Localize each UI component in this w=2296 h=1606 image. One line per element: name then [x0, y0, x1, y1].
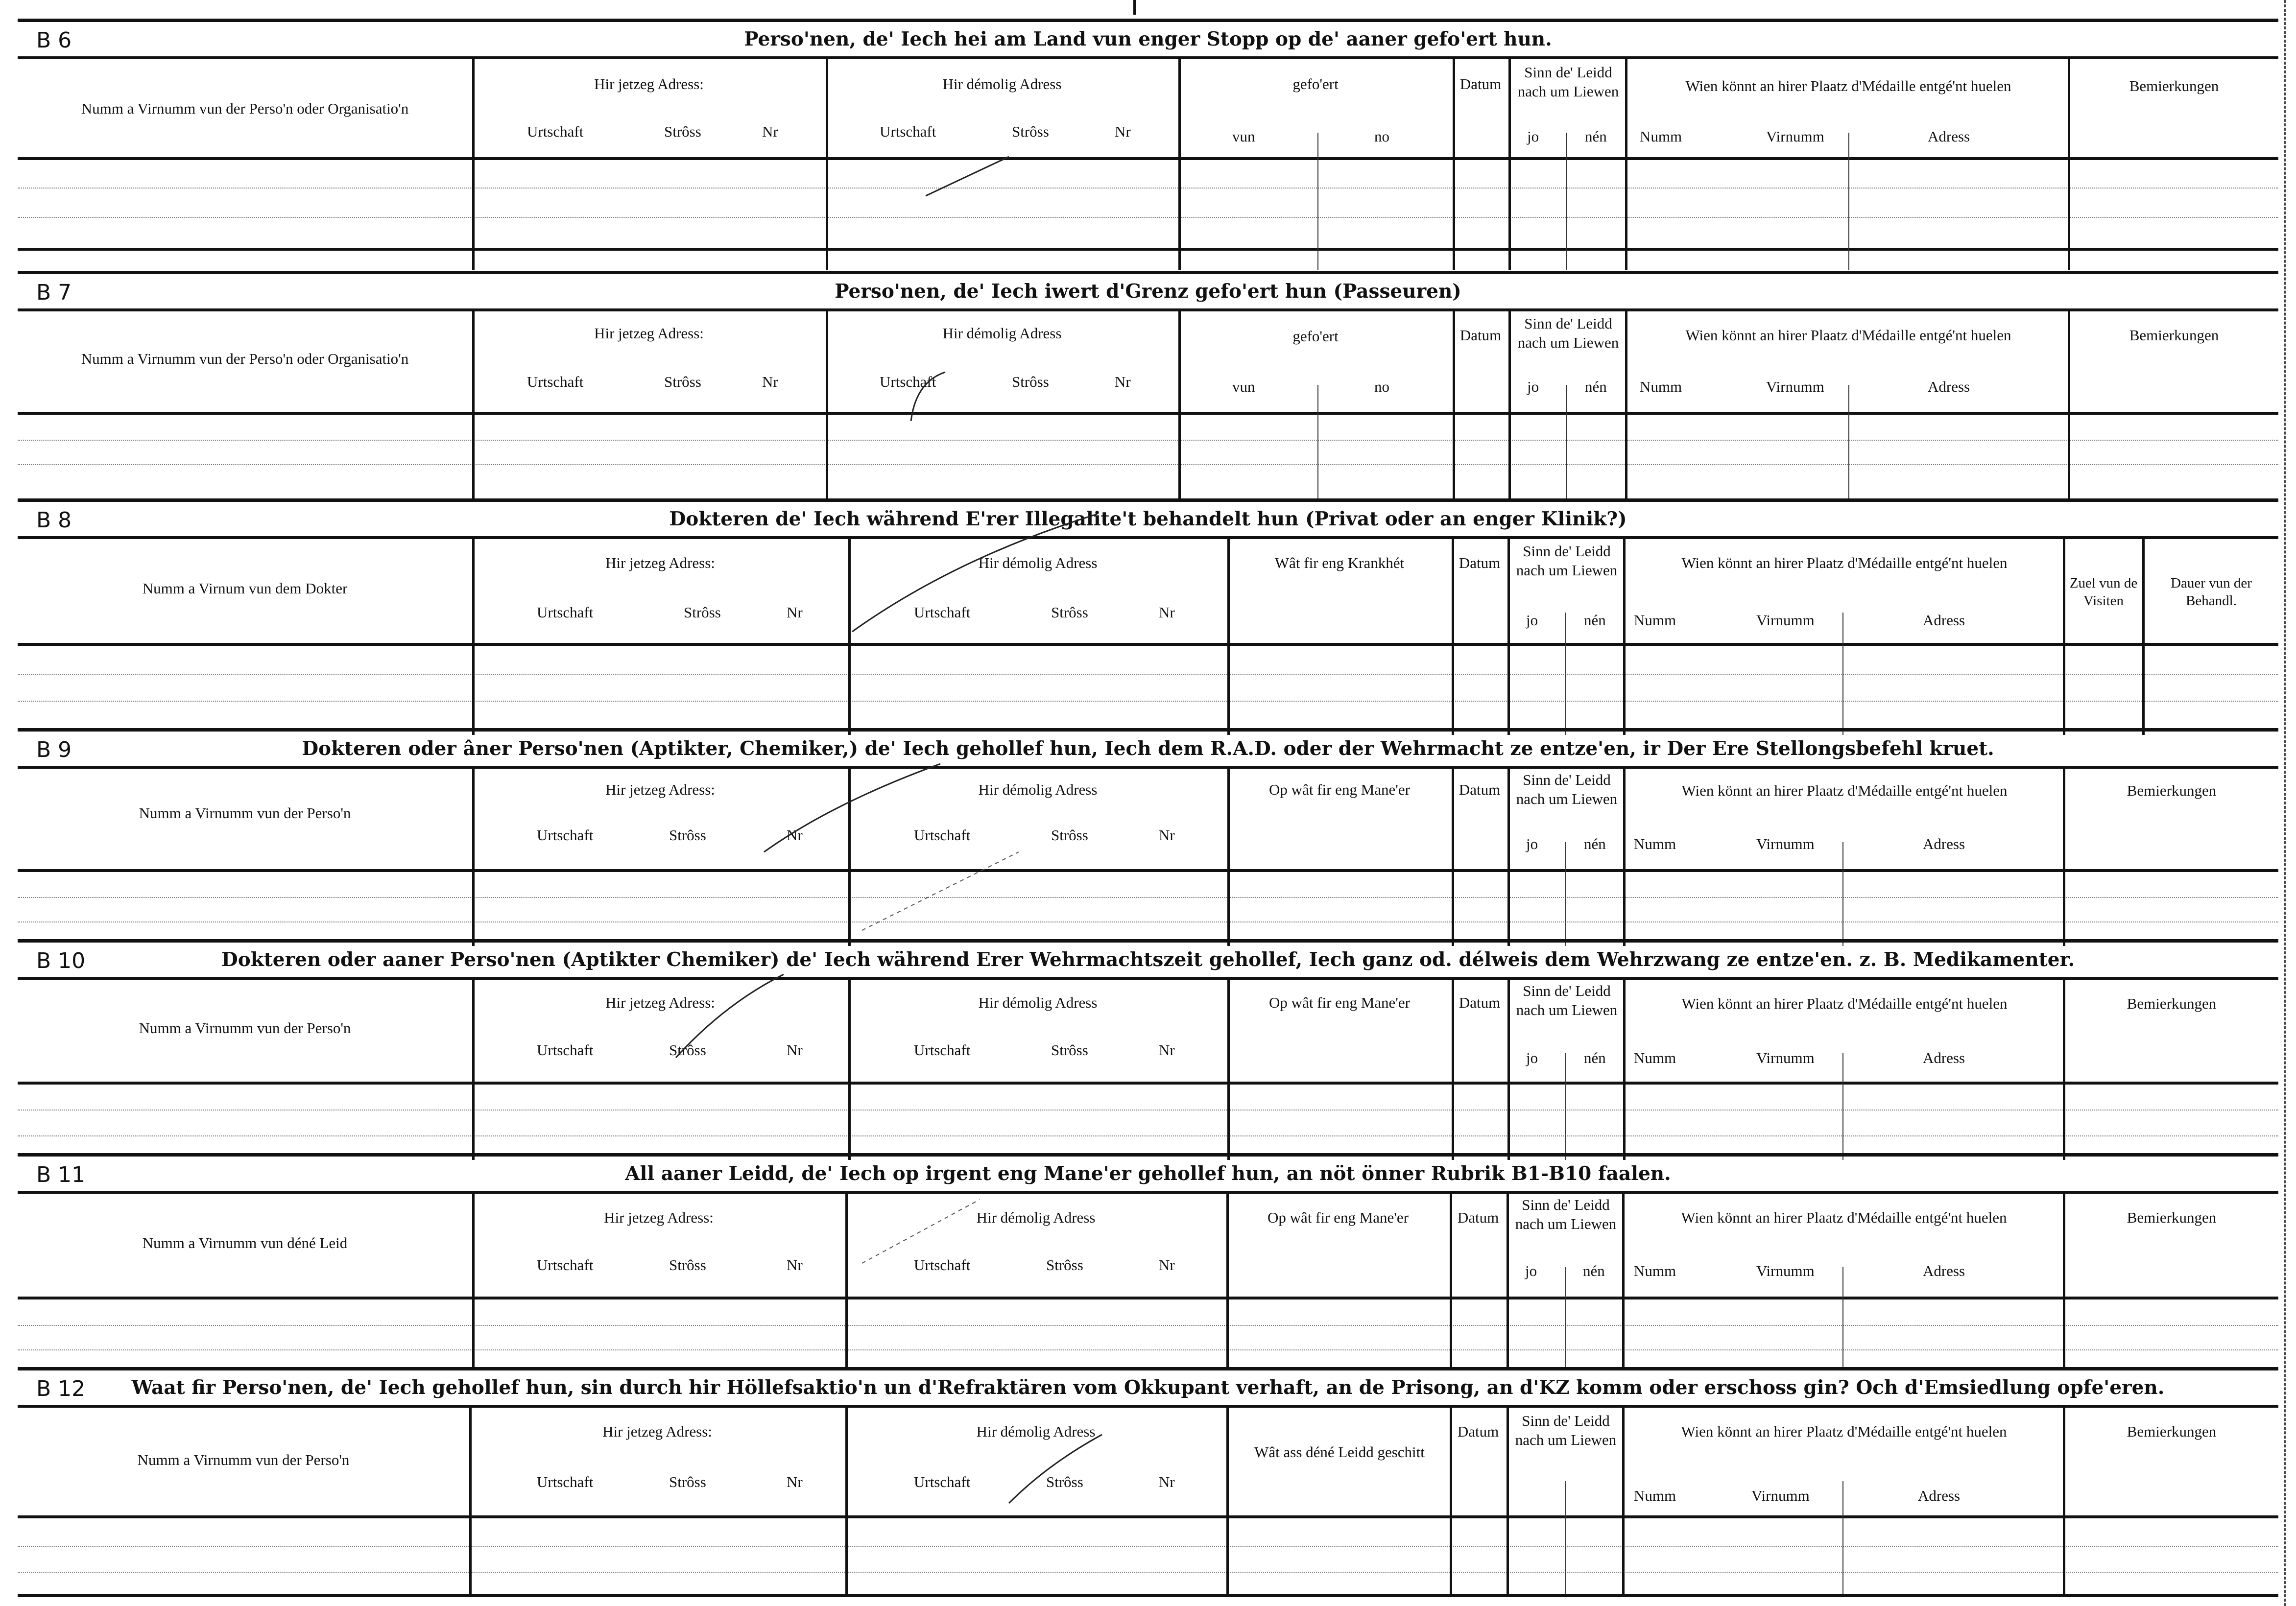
col-date-header: Datum	[1459, 994, 1501, 1011]
col-current-address-header: Hir jetzeg Adress:	[602, 1423, 712, 1440]
medal-name-label: Numm	[1640, 378, 1682, 395]
addr-street: Strôss	[669, 827, 706, 844]
col-alive-header: Sinn de' Leidd nach um Liewen	[1515, 1412, 1617, 1448]
section-header	[18, 943, 2278, 980]
section-b8	[18, 498, 2278, 735]
section-title: Perso'nen, de' Iech hei am Land vun enger Stopp op de' aaner gefo'ert hun.	[744, 28, 1552, 50]
col-former-address-header: Hir démolig Adress	[978, 781, 1098, 798]
medal-name-label: Numm	[1640, 128, 1682, 145]
no-label: nén	[1584, 1049, 1606, 1066]
col-name-header: Numm a Virnumm vun der Perso'n	[139, 1019, 351, 1037]
col-current-address-header: Hir jetzeg Adress:	[605, 994, 715, 1011]
right-margin-perforation	[2284, 0, 2289, 1606]
medal-address-label: Adress	[1923, 612, 1965, 629]
section-title: Waat fir Perso'nen, de' Iech gehollef hun, sin durch hir Höllefsaktio'n un d'Refraktären vom Okkupant verhaft, an de Prisong, an d'KZ komm oder erschoss gin? Och d'Emsiedlung opfe'eren.	[131, 1376, 2165, 1399]
no-label: nén	[1585, 378, 1607, 395]
section-header	[18, 22, 2278, 59]
medal-firstname-label: Virnumm	[1766, 378, 1824, 395]
section-title: Dokteren oder âner Perso'nen (Aptikter, Chemiker,) de' Iech gehollef hun, Iech dem R.A.D. oder der Wehrmacht ze entze'en, ir Der Ere Stellongsbefehl kruet.	[302, 737, 1994, 760]
col-former-address-header: Hir démolig Adress	[976, 1423, 1096, 1440]
addr-street: Strôss	[1012, 123, 1049, 140]
addr-number: Nr	[1159, 1256, 1175, 1274]
medal-address-label: Adress	[1928, 128, 1970, 145]
medal-address-label: Adress	[1923, 835, 1965, 852]
section-table	[18, 311, 2278, 500]
addr-locality: Urtschaft	[914, 827, 971, 844]
col-former-address-header: Hir démolig Adress	[942, 325, 1062, 342]
addr-street: Strôss	[669, 1256, 706, 1274]
col-doctor-name-header: Numm a Virnum vun dem Dokter	[142, 580, 348, 597]
no-label: nén	[1583, 1262, 1605, 1279]
col-alive-header: Sinn de' Leidd nach um Liewen	[1517, 64, 1619, 100]
col-manner-header: Op wât fir eng Mane'er	[1268, 1209, 1409, 1226]
medal-address-label: Adress	[1918, 1487, 1961, 1504]
col-manner-header: Op wât fir eng Mane'er	[1269, 781, 1410, 798]
addr-number: Nr	[1115, 373, 1131, 390]
addr-number: Nr	[762, 123, 778, 140]
col-former-address-header: Hir démolig Adress	[976, 1209, 1096, 1226]
medal-firstname-label: Virnumm	[1751, 1487, 1810, 1504]
section-header	[18, 1157, 2278, 1194]
addr-street: Strôss	[1051, 604, 1088, 621]
addr-locality: Urtschaft	[914, 1473, 971, 1490]
section-header	[18, 732, 2278, 769]
yes-label: jo	[1526, 835, 1538, 852]
section-table	[18, 539, 2278, 735]
section-title: Dokteren de' Iech während E'rer Illegalite't behandelt hun (Privat oder an enger Klinik?)	[669, 508, 1627, 530]
addr-locality: Urtschaft	[880, 373, 936, 390]
yes-label: jo	[1527, 378, 1539, 395]
section-b6	[18, 19, 2278, 270]
col-transported-header: gefo'ert	[1292, 328, 1339, 345]
medal-name-label: Numm	[1634, 1049, 1676, 1066]
medal-firstname-label: Virnumm	[1756, 1262, 1815, 1279]
col-alive-header: Sinn de' Leidd nach um Liewen	[1515, 1196, 1617, 1232]
col-transported-header: gefo'ert	[1292, 75, 1339, 93]
no-label: nén	[1584, 612, 1606, 629]
col-medal-header: Wien könnt an hirer Plaatz d'Médaille entgé'nt huelen	[1681, 1209, 2007, 1226]
col-current-address-header: Hir jetzeg Adress:	[594, 75, 704, 93]
addr-street: Strôss	[664, 373, 701, 390]
col-remarks-header: Bemierkungen	[2129, 77, 2219, 94]
col-date-header: Datum	[1457, 1423, 1499, 1440]
col-date-header: Datum	[1459, 327, 1502, 344]
col-alive-header: Sinn de' Leidd nach um Liewen	[1516, 982, 1618, 1018]
addr-number: Nr	[787, 1473, 803, 1490]
section-code: B 11	[36, 1162, 86, 1187]
addr-number: Nr	[1159, 1041, 1175, 1059]
col-what-happened-header: Wât ass déné Leidd geschitt	[1254, 1443, 1425, 1461]
from-label: vun	[1232, 128, 1255, 145]
col-medal-header: Wien könnt an hirer Plaatz d'Médaille entgé'nt huelen	[1681, 1423, 2007, 1440]
addr-number: Nr	[1159, 1473, 1175, 1490]
addr-number: Nr	[1159, 604, 1175, 621]
col-visits-header: Zuel vun de Visiten	[2069, 575, 2138, 609]
section-b9	[18, 728, 2278, 946]
medal-firstname-label: Virnumm	[1756, 612, 1815, 629]
addr-number: Nr	[787, 1041, 803, 1059]
col-alive-header: Sinn de' Leidd nach um Liewen	[1516, 771, 1618, 807]
medal-name-label: Numm	[1634, 835, 1676, 852]
addr-locality: Urtschaft	[537, 827, 594, 844]
addr-locality: Urtschaft	[537, 1256, 594, 1274]
section-b12	[18, 1367, 2278, 1597]
section-table	[18, 1194, 2278, 1370]
col-illness-header: Wât fir eng Krankhét	[1274, 554, 1405, 571]
addr-street: Strôss	[1046, 1473, 1083, 1490]
medal-address-label: Adress	[1923, 1049, 1965, 1066]
col-medal-header: Wien könnt an hirer Plaatz d'Médaille entgé'nt huelen	[1685, 77, 2011, 94]
section-table	[18, 1408, 2278, 1594]
medal-firstname-label: Virnumm	[1756, 1049, 1815, 1066]
section-title: All aaner Leidd, de' Iech op irgent eng Mane'er gehollef hun, an nöt önner Rubrik B1-B10 faalen.	[625, 1162, 1671, 1185]
col-current-address-header: Hir jetzeg Adress:	[594, 325, 704, 342]
addr-locality: Urtschaft	[914, 604, 971, 621]
col-remarks-header: Bemierkungen	[2127, 782, 2217, 799]
col-medal-header: Wien könnt an hirer Plaatz d'Médaille entgé'nt huelen	[1685, 327, 2011, 344]
section-code: B 9	[36, 737, 72, 762]
col-medal-header: Wien könnt an hirer Plaatz d'Médaille entgé'nt huelen	[1681, 782, 2008, 799]
to-label: no	[1374, 128, 1389, 145]
addr-locality: Urtschaft	[537, 1473, 594, 1490]
addr-locality: Urtschaft	[537, 604, 594, 621]
col-name-header: Numm a Virnumm vun der Perso'n	[137, 1451, 350, 1468]
yes-label: jo	[1526, 612, 1538, 629]
no-label: nén	[1585, 128, 1607, 145]
yes-label: jo	[1526, 1049, 1538, 1066]
addr-number: Nr	[762, 373, 778, 390]
addr-locality: Urtschaft	[537, 1041, 594, 1059]
col-name-header: Numm a Virnumm vun der Perso'n oder Organisatio'n	[81, 350, 409, 367]
col-remarks-header: Bemierkungen	[2127, 995, 2217, 1012]
section-table	[18, 59, 2278, 270]
col-remarks-header: Bemierkungen	[2127, 1209, 2217, 1226]
yes-label: jo	[1525, 1262, 1537, 1279]
section-code: B 7	[36, 280, 72, 305]
section-header	[18, 1370, 2278, 1408]
section-code: B 10	[36, 948, 86, 973]
medal-address-label: Adress	[1923, 1262, 1965, 1279]
col-remarks-header: Bemierkungen	[2127, 1423, 2217, 1440]
page-top-mark	[1133, 0, 1136, 15]
col-current-address-header: Hir jetzeg Adress:	[605, 781, 715, 798]
addr-street: Strôss	[669, 1041, 706, 1059]
section-header	[18, 274, 2278, 311]
col-remarks-header: Bemierkungen	[2129, 327, 2219, 344]
from-label: vun	[1232, 378, 1255, 395]
section-title: Dokteren oder aaner Perso'nen (Aptikter Chemiker) de' Iech während Erer Wehrmachtszeit gehollef, Iech ganz od. délweis dem Wehrzwang ze entze'en. z. B. Medikamenter.	[221, 948, 2075, 971]
section-code: B 8	[36, 508, 72, 533]
to-label: no	[1374, 378, 1389, 395]
col-name-header: Numm a Virnumm vun der Perso'n oder Organisatio'n	[81, 100, 409, 117]
col-medal-header: Wien könnt an hirer Plaatz d'Médaille entgé'nt huelen	[1681, 995, 2008, 1012]
addr-locality: Urtschaft	[527, 373, 584, 390]
col-former-address-header: Hir démolig Adress	[978, 994, 1098, 1011]
addr-number: Nr	[787, 1256, 803, 1274]
section-b7	[18, 271, 2278, 500]
section-code: B 12	[36, 1376, 86, 1401]
col-duration-header: Dauer vun der Behandl.	[2171, 575, 2252, 609]
addr-street: Strôss	[1012, 373, 1049, 390]
addr-street: Strôss	[684, 604, 721, 621]
addr-locality: Urtschaft	[880, 123, 936, 140]
medal-firstname-label: Virnumm	[1756, 835, 1815, 852]
addr-number: Nr	[1159, 827, 1175, 844]
medal-firstname-label: Virnumm	[1766, 128, 1824, 145]
addr-number: Nr	[1115, 123, 1131, 140]
section-b11	[18, 1153, 2278, 1370]
addr-locality: Urtschaft	[914, 1256, 971, 1274]
col-date-header: Datum	[1457, 1209, 1499, 1226]
section-b10	[18, 939, 2278, 1160]
col-name-header: Numm a Virnumm vun der Perso'n	[139, 804, 351, 822]
addr-street: Strôss	[664, 123, 701, 140]
addr-locality: Urtschaft	[914, 1041, 971, 1059]
section-header	[18, 502, 2278, 539]
addr-number: Nr	[787, 604, 803, 621]
col-alive-header: Sinn de' Leidd nach um Liewen	[1516, 543, 1618, 579]
addr-street: Strôss	[669, 1473, 706, 1490]
col-manner-header: Op wât fir eng Mane'er	[1269, 994, 1410, 1011]
col-name-header: Numm a Virnumm vun déné Leid	[142, 1234, 348, 1252]
col-date-header: Datum	[1459, 781, 1501, 798]
addr-street: Strôss	[1051, 1041, 1088, 1059]
col-medal-header: Wien könnt an hirer Plaatz d'Médaille entgé'nt huelen	[1681, 554, 2008, 571]
addr-locality: Urtschaft	[527, 123, 584, 140]
medal-name-label: Numm	[1634, 1262, 1676, 1279]
addr-street: Strôss	[1046, 1256, 1083, 1274]
col-date-header: Datum	[1459, 75, 1502, 93]
col-current-address-header: Hir jetzeg Adress:	[605, 554, 715, 571]
section-table	[18, 980, 2278, 1160]
addr-number: Nr	[787, 827, 803, 844]
section-table	[18, 769, 2278, 946]
medal-address-label: Adress	[1928, 378, 1970, 395]
section-code: B 6	[36, 28, 72, 53]
col-current-address-header: Hir jetzeg Adress:	[604, 1209, 714, 1226]
medal-name-label: Numm	[1634, 1487, 1676, 1504]
yes-label: jo	[1527, 128, 1539, 145]
medal-name-label: Numm	[1634, 612, 1676, 629]
section-title: Perso'nen, de' Iech iwert d'Grenz gefo'ert hun (Passeuren)	[835, 280, 1461, 303]
addr-street: Strôss	[1051, 827, 1088, 844]
no-label: nén	[1584, 835, 1606, 852]
col-former-address-header: Hir démolig Adress	[978, 554, 1098, 571]
col-alive-header: Sinn de' Leidd nach um Liewen	[1517, 315, 1619, 351]
col-former-address-header: Hir démolig Adress	[942, 75, 1062, 93]
col-date-header: Datum	[1459, 554, 1501, 571]
